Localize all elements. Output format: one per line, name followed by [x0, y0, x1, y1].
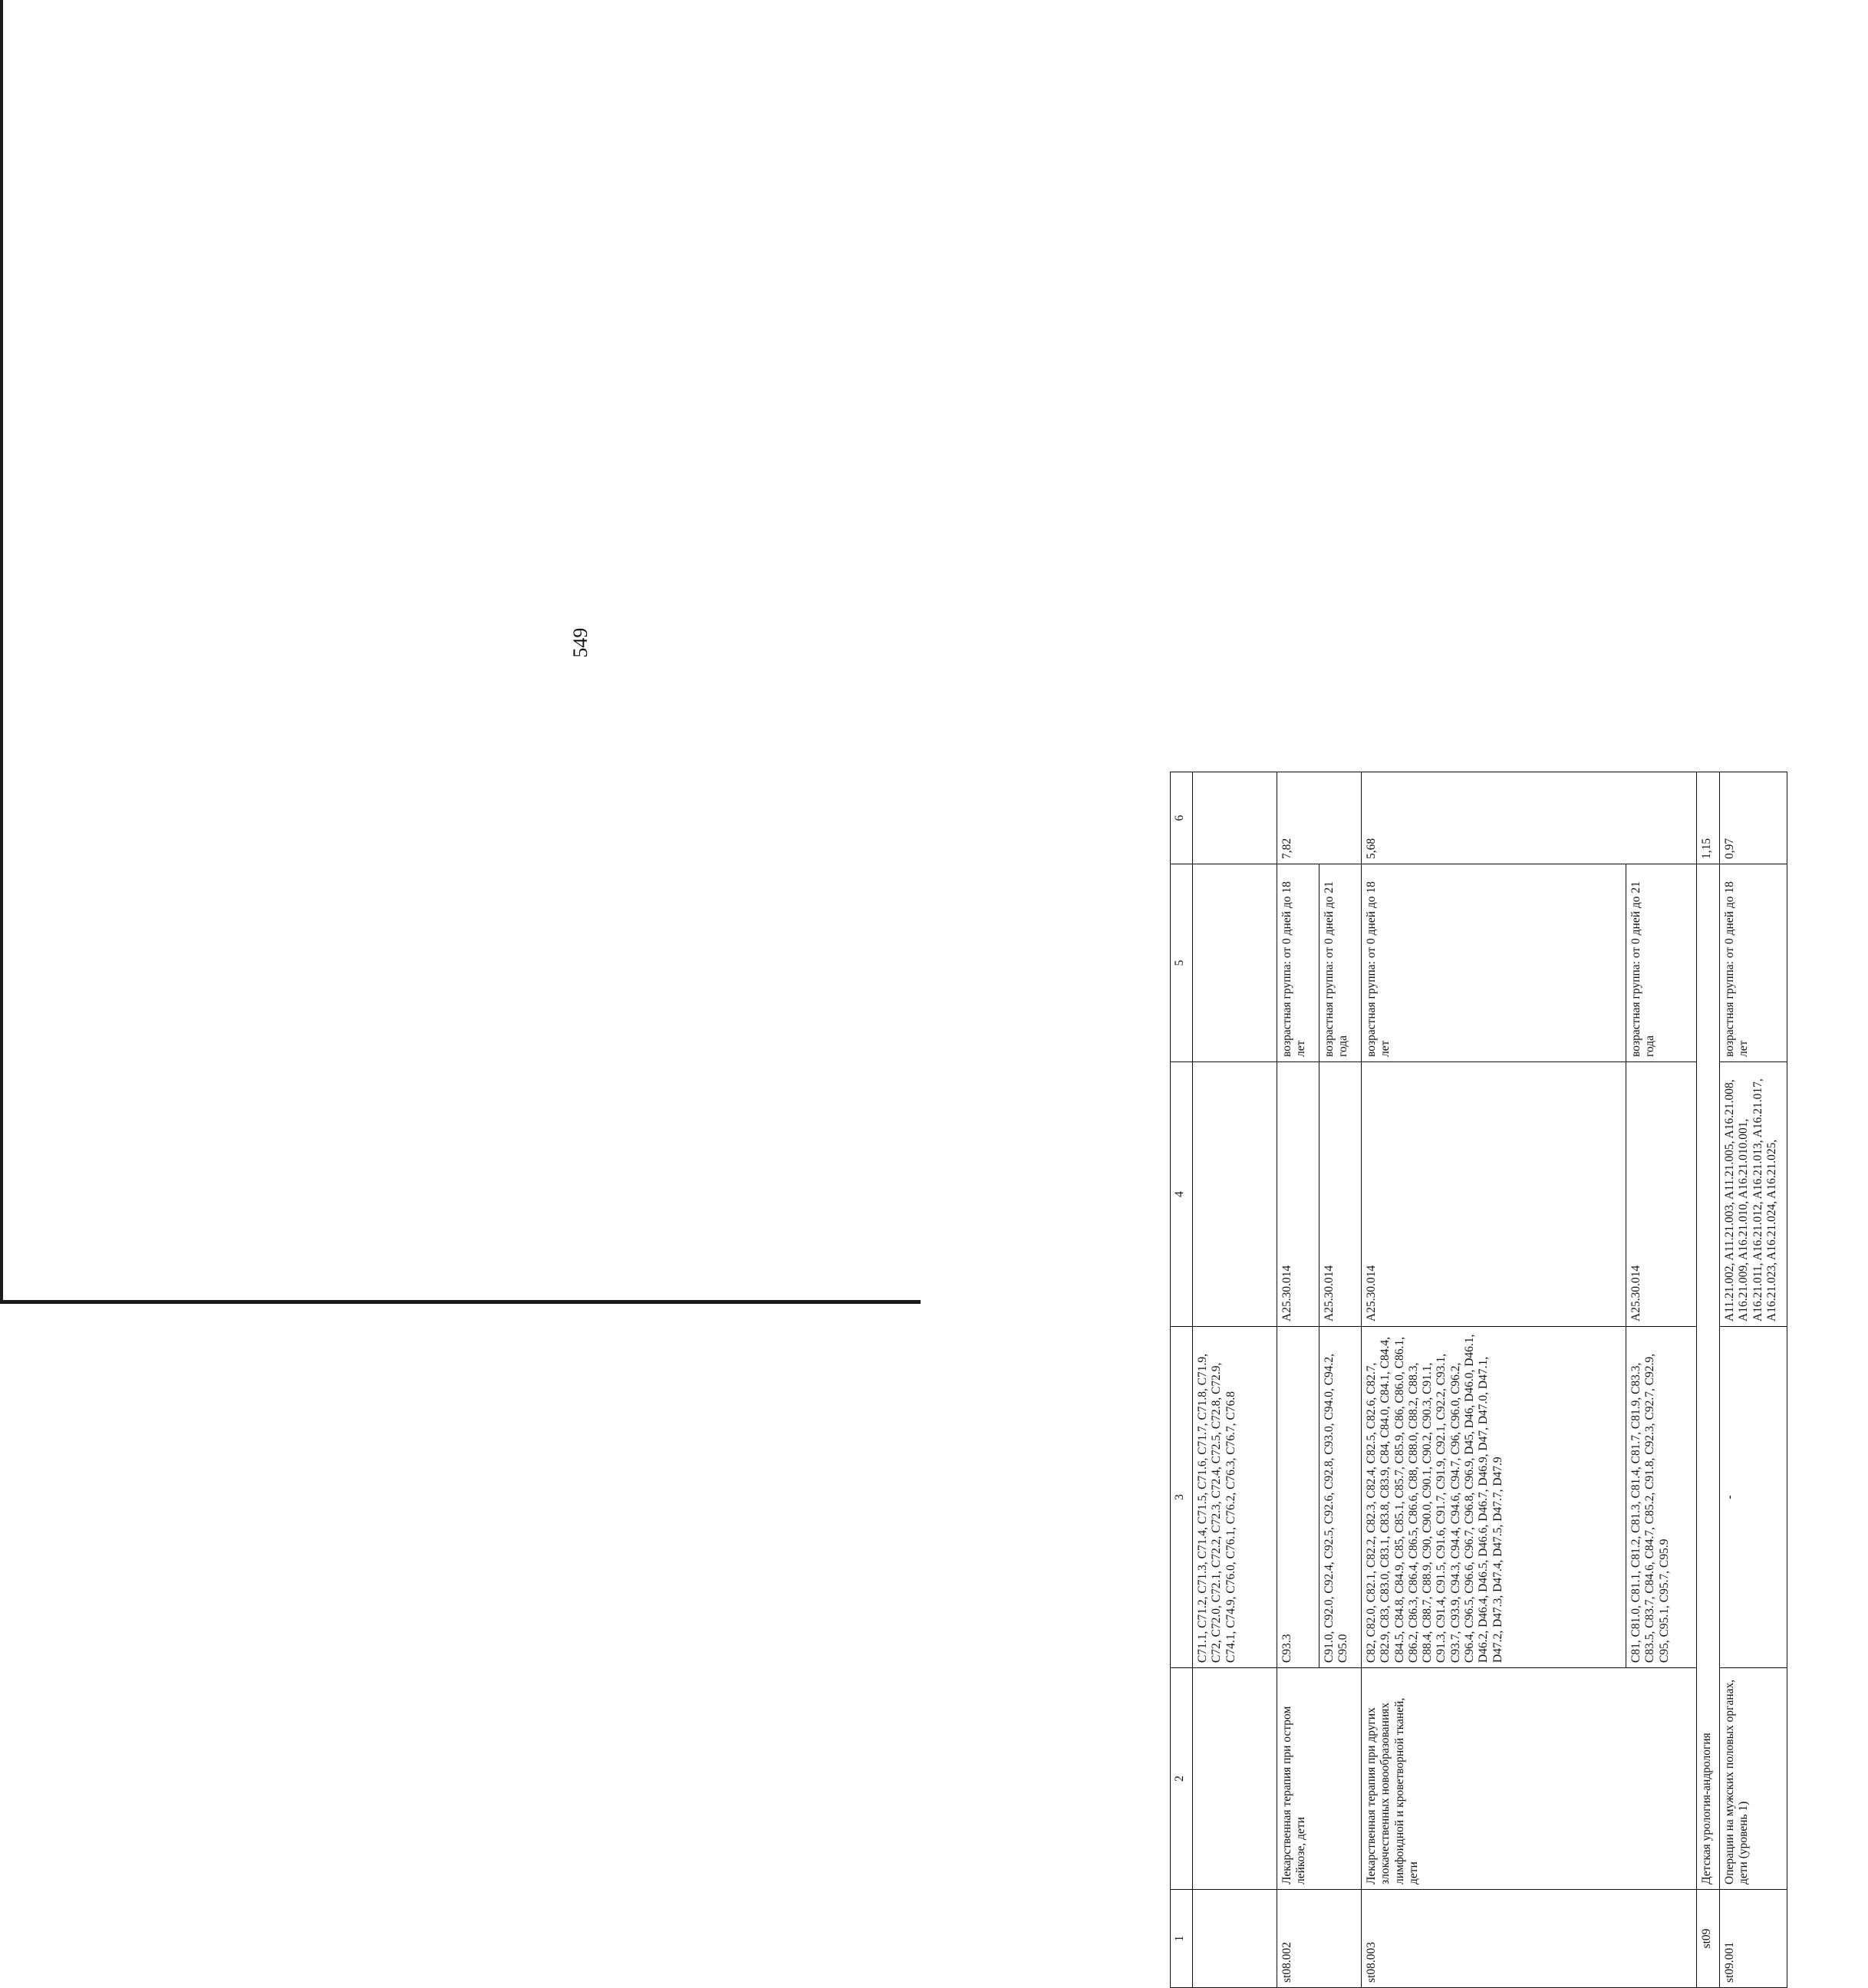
column-number-row [1171, 772, 1193, 1988]
section-title-cell: Детская урология-андрология [1697, 864, 1720, 1890]
name-cell: Операции на мужских половых органах, дети (уровень 1) [1720, 1668, 1787, 1890]
table-row [1697, 772, 1720, 1988]
criteria-cell [1193, 864, 1277, 1062]
service-cell: A25.30.014 [1626, 1062, 1697, 1327]
criteria-cell: возрастная группа: от 0 дней до 18 лет [1362, 864, 1626, 1062]
col-number-5: 5 [1171, 864, 1193, 1062]
page-number: 549 [569, 627, 591, 658]
criteria-cell: возрастная группа: от 0 дней до 21 года [1626, 864, 1697, 1062]
table-row [1193, 772, 1277, 1988]
coefficient-cell: 5,68 [1362, 772, 1697, 864]
criteria-cell: возрастная группа: от 0 дней до 18 лет [1277, 864, 1319, 1062]
service-cell: A25.30.014 [1277, 1062, 1319, 1327]
col-number-4: 4 [1171, 1062, 1193, 1327]
name-cell: Лекарственная терапия при остром лейкозе, дети [1277, 1668, 1362, 1890]
col-number-2: 2 [1171, 1668, 1193, 1890]
col-number-1: 1 [1171, 1890, 1193, 1988]
table-row [1720, 772, 1787, 1988]
coefficient-cell: 1,15 [1697, 772, 1720, 864]
diagnoses-cell: C81, C81.0, C81.1, C81.2, C81.3, C81.4, C81.7, C81.9, C83.3, C83.5, C83.7, C84.6, C84.7, C85.2, C91.8, C92.3, C92.7, C92.9, C95, C95.1, C95.7, C95.9 [1626, 1327, 1697, 1668]
service-cell: A25.30.014 [1319, 1062, 1362, 1327]
col-number-3: 3 [1171, 1327, 1193, 1668]
coefficient-cell: 0,97 [1720, 772, 1787, 864]
diagnoses-cell: - [1720, 1327, 1787, 1668]
code-cell: st09 [1697, 1890, 1720, 1988]
name-cell: Лекарственная терапия при других злокачественных новообразованиях лимфоидной и кроветворной тканей, дети [1362, 1668, 1697, 1890]
diagnoses-cell: C71.1, C71.2, C71.3, C71.4, C71.5, C71.6, C71.7, C71.8, C71.9, C72, C72.0, C72.1, C72.2, C72.3, C72.4, C72.5, C72.8, C72.9, C74.1, C74.9, C76.0, C76.1, C76.2, C76.3, C76.7, C76.8 [1193, 1327, 1277, 1668]
name-cell [1193, 1668, 1277, 1890]
rotated-table-sheet [1170, 772, 1868, 1988]
tariff-table [1170, 772, 1787, 1988]
table-row [1277, 772, 1319, 1988]
scan-left-edge [0, 0, 3, 1304]
code-cell [1193, 1890, 1277, 1988]
scan-bottom-edge [0, 1300, 921, 1304]
code-cell: st08.003 [1362, 1890, 1697, 1988]
col-number-6: 6 [1171, 772, 1193, 864]
service-cell: A11.21.002, A11.21.003, A11.21.005, A16.21.008, A16.21.009, A16.21.010, A16.21.010.001, A16.21.011, A16.21.012, A16.21.013, A16.21.017, A16.21.023, A16.21.024, A16.21.025, [1720, 1062, 1787, 1327]
code-cell: st09.001 [1720, 1890, 1787, 1988]
service-cell: A25.30.014 [1362, 1062, 1626, 1327]
diagnoses-cell: C91.0, C92.0, C92.4, C92.5, C92.6, C92.8, C93.0, C94.0, C94.2, C95.0 [1319, 1327, 1362, 1668]
diagnoses-cell: C82, C82.0, C82.1, C82.2, C82.3, C82.4, C82.5, C82.6, C82.7, C82.9, C83, C83.0, C83.1, C83.8, C83.9, C84, C84.0, C84.1, C84.4, C84.5, C84.8, C84.9, C85, C85.1, C85.7, C85.9, C86, C86.0, C86.1, C86.2, C86.3, C86.4, C86.5, C86.6, C88, C88.0, C88.2, C88.3, C88.4, C88.7, C88.9, C90, C90.0, C90.1, C90.2, C90.3, C91.1, C91.3, C91.4, C91.5, C91.6, C91.7, C91.9, C92.1, C92.2, C93.1, C93.7, C93.9, C94.3, C94.4, C94.6, C94.7, C96, C96.0, C96.2, C96.4, C96.5, C96.6, C96.7, C96.8, C96.9, D45, D46, D46.0, D46.1, D46.2, D46.4, D46.5, D46.6, D46.7, D46.9, D47, D47.0, D47.1, D47.2, D47.3, D47.4, D47.5, D47.7, D47.9 [1362, 1327, 1626, 1668]
table-row [1362, 772, 1626, 1988]
criteria-cell: возрастная группа: от 0 дней до 18 лет [1720, 864, 1787, 1062]
criteria-cell: возрастная группа: от 0 дней до 21 года [1319, 864, 1362, 1062]
code-cell: st08.002 [1277, 1890, 1362, 1988]
diagnoses-cell: C93.3 [1277, 1327, 1319, 1668]
service-cell [1193, 1062, 1277, 1327]
coefficient-cell [1193, 772, 1277, 864]
coefficient-cell: 7,82 [1277, 772, 1362, 864]
